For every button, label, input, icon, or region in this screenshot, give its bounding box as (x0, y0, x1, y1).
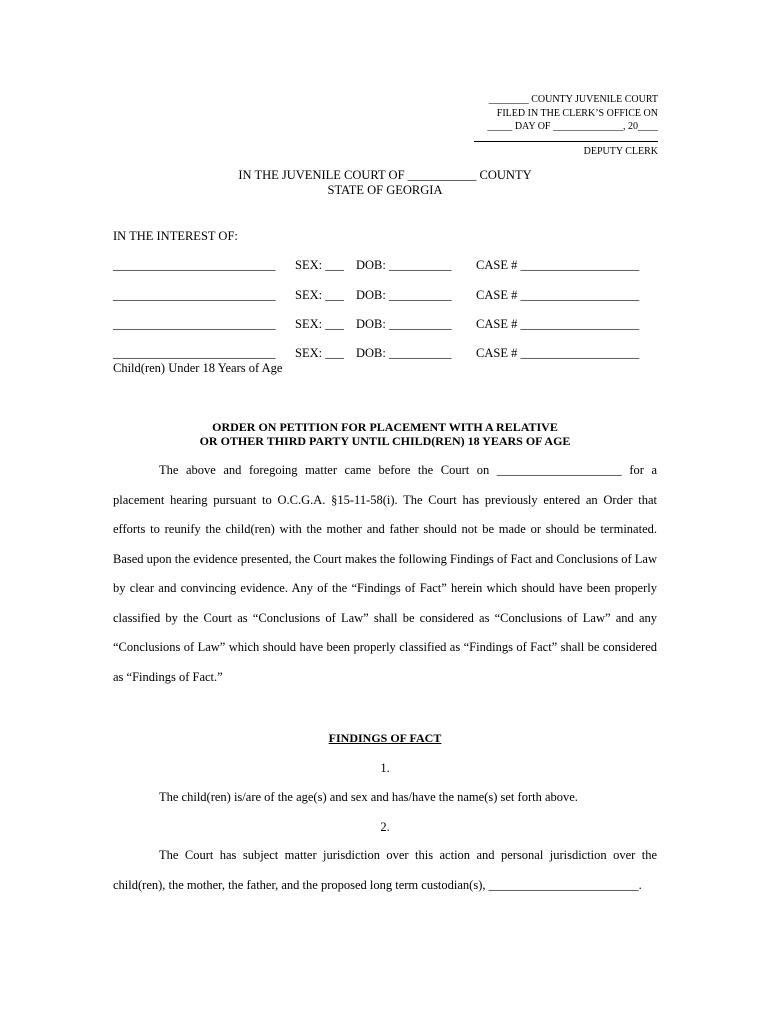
child-name-field[interactable]: __________________________ (113, 258, 276, 272)
order-title-line-1: ORDER ON PETITION FOR PLACEMENT WITH A RELATIVE (212, 420, 558, 434)
clerk-title: DEPUTY CLERK (583, 145, 658, 157)
child-case-field[interactable]: CASE # ___________________ (476, 317, 640, 331)
child-sex-field[interactable]: SEX: ___ (295, 346, 344, 360)
intro-paragraph: The above and foregoing matter came before the Court on ____________________ for a placement hearing pursuant to O.C.G.A. §15-11-58(i). The Court has previously entered an Order that efforts to reunify the child(ren) with the mother and father should not be made or should be terminated. Based upon the evidence presented, the Court makes the following Findings of Fact and Conclusions of Law by clear and convincing evidence. Any of the “Findings of Fact” herein which should have been properly classified by the Court as “Conclusions of Law” shall be considered as “Conclusions of Law” and any “Conclusions of Law” which should have been properly classified as “Findings of Fact” shall be considered as “Findings of Fact.” (113, 463, 657, 684)
child-dob-field[interactable]: DOB: __________ (356, 258, 452, 272)
finding-paragraph: The child(ren) is/are of the age(s) and sex and has/have the name(s) set forth above. (159, 790, 578, 804)
court-name: IN THE JUVENILE COURT OF ___________ COUNTY (238, 168, 532, 182)
child-case-field[interactable]: CASE # ___________________ (476, 288, 640, 302)
child-dob-field[interactable]: DOB: __________ (356, 288, 452, 302)
child-row (113, 317, 657, 333)
children-caption: Child(ren) Under 18 Years of Age (113, 361, 283, 375)
findings-of-fact-heading: FINDINGS OF FACT (328, 731, 442, 745)
clerk-date-line: _____ DAY OF ______________, 20____ (487, 121, 658, 132)
child-sex-field[interactable]: SEX: ___ (295, 317, 344, 331)
clerk-filed-line: FILED IN THE CLERK’S OFFICE ON (496, 107, 658, 119)
child-dob-field[interactable]: DOB: __________ (356, 317, 452, 331)
court-state: STATE OF GEORGIA (327, 183, 443, 197)
child-name-field[interactable]: __________________________ (113, 317, 276, 331)
clerk-signature-line (474, 134, 658, 142)
child-row (113, 346, 657, 362)
child-name-field[interactable]: __________________________ (113, 288, 276, 302)
child-sex-field[interactable]: SEX: ___ (295, 258, 344, 272)
child-row (113, 288, 657, 304)
interest-label: IN THE INTEREST OF: (113, 229, 238, 243)
finding-paragraph: The Court has subject matter jurisdiction over this action and personal jurisdiction over the child(ren), the mother, the father, and the proposed long term custodian(s), ________________________. (113, 848, 657, 892)
finding-number: 1. (380, 761, 390, 775)
order-title-line-2: OR OTHER THIRD PARTY UNTIL CHILD(REN) 18 YEARS OF AGE (199, 434, 571, 448)
child-case-field[interactable]: CASE # ___________________ (476, 346, 640, 360)
child-sex-field[interactable]: SEX: ___ (295, 288, 344, 302)
finding-number: 2. (380, 820, 390, 834)
child-case-field[interactable]: CASE # ___________________ (476, 258, 640, 272)
order-title (113, 420, 657, 448)
child-row (113, 258, 657, 274)
clerk-filing-stamp (474, 93, 658, 158)
child-dob-field[interactable]: DOB: __________ (356, 346, 452, 360)
clerk-county-line: ________ COUNTY JUVENILE COURT (488, 94, 658, 105)
child-name-field[interactable]: __________________________ (113, 346, 276, 360)
court-heading (113, 168, 657, 198)
